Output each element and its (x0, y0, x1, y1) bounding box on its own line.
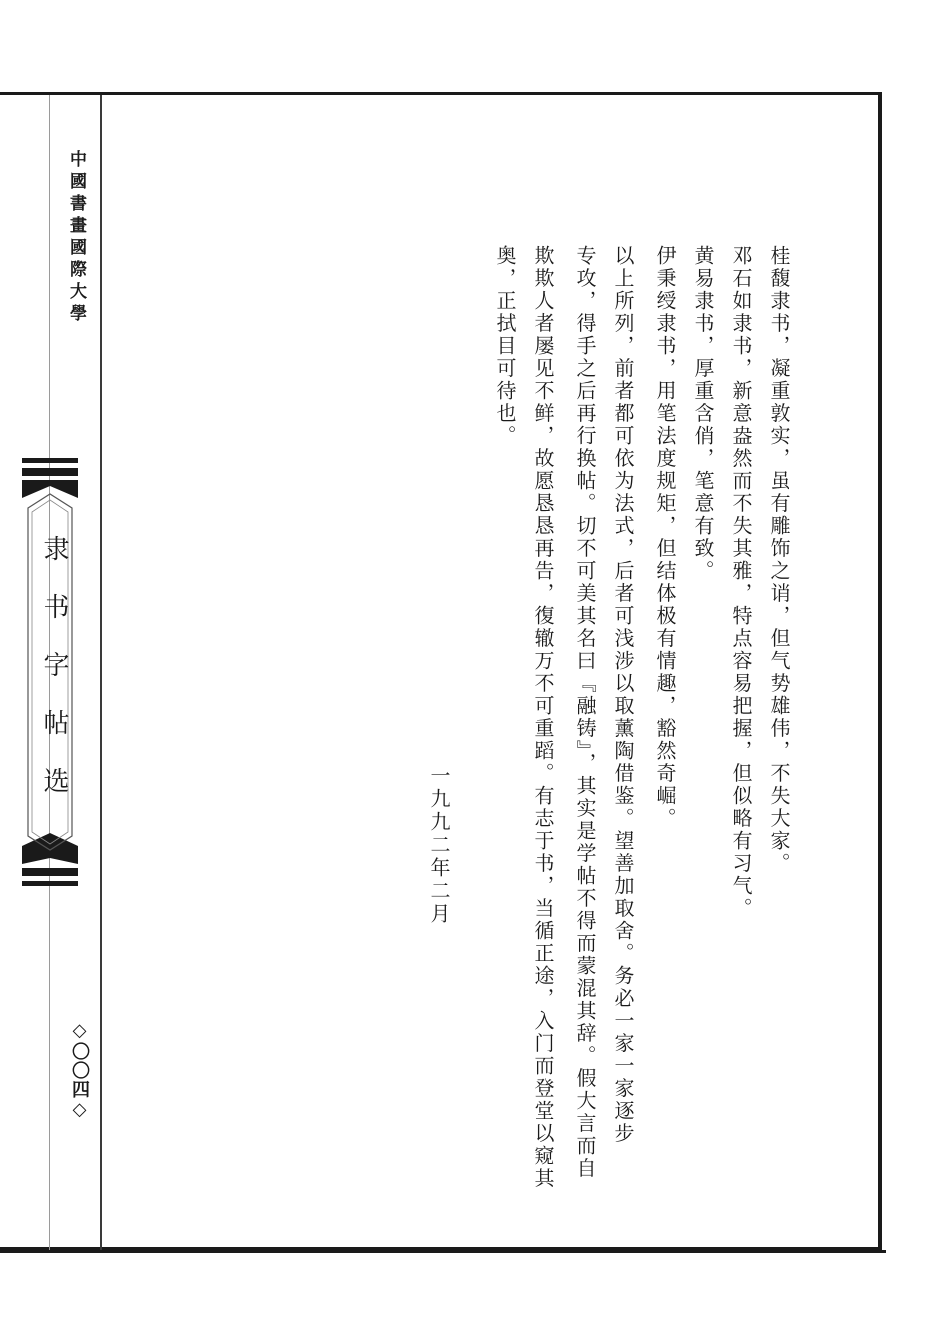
text-line-8: 奥，正拭目可待也。 (493, 245, 517, 448)
text-line-5: 以上所列，前者都可依为法式，后者可浅涉以取薰陶借鉴。望善加取舍。务必一家一家逐步 (611, 245, 635, 1145)
margin-rule-inner (100, 95, 102, 1250)
series-title: 中國書畫國際大學 (66, 150, 86, 326)
book-title: 隶书字帖选 (39, 535, 69, 825)
page-number: ◇〇〇四◇ (69, 1020, 90, 1121)
text-line-3: 黄易隶书，厚重含俏，笔意有致。 (691, 245, 715, 583)
text-line-7: 欺欺人者屡见不鲜，故愿恳恳再告，復辙万不可重蹈。有志于书，当循正途，入门而登堂以窥其 (531, 245, 555, 1190)
text-line-6: 专攻，得手之后再行换帖。切不可美其名曰『融铸』，其实是学帖不得而蒙混其辞。假大言而自 (573, 245, 597, 1180)
date: 一九九二年二月 (427, 765, 451, 926)
text-line-1: 桂馥隶书，凝重敦实，虽有雕饰之诮，但气势雄伟，不失大家。 (767, 245, 791, 875)
text-line-2: 邓石如隶书，新意盎然而不失其雅，特点容易把握，但似略有习气。 (729, 245, 753, 920)
text-line-4: 伊秉绶隶书，用笔法度规矩，但结体极有情趣，豁然奇崛。 (653, 245, 677, 830)
page-border-shadow (0, 1250, 886, 1253)
